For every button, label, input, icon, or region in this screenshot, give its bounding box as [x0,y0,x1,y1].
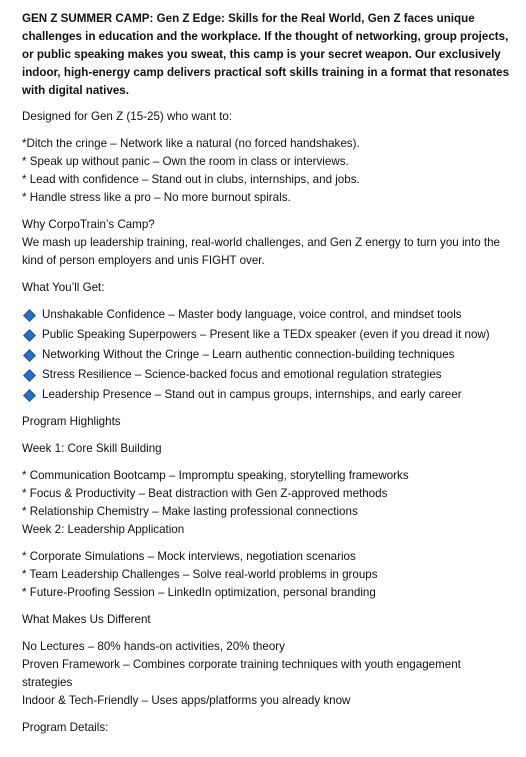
list-item: No Lectures – 80% hands-on activities, 20% theory [22,640,285,653]
different-list [22,638,512,710]
list-item-label: Leadership Presence – Stand out in campus groups, internships, and early career [42,388,462,401]
different-heading: What Makes Us Different [22,613,151,626]
wants-list [22,135,512,207]
list-item: * Focus & Productivity – Beat distraction with Gen Z-approved methods [22,487,388,500]
list-item-label: Stress Resilience – Science-backed focus and emotional regulation strategies [42,368,442,381]
get-heading: What You’ll Get: [22,281,105,294]
get-list [22,305,512,405]
intro-paragraph: GEN Z SUMMER CAMP: Gen Z Edge: Skills for the Real World, Gen Z faces unique challenges in education and the workplace. If the thought of networking, group projects, or public speaking makes you sweat, this camp is your secret weapon. Our exclusively indoor, high-energy camp delivers practical soft skills training in a format that resonates with digital natives. [22,12,510,97]
list-item [22,305,512,325]
list-item: * Team Leadership Challenges – Solve real-world problems in groups [22,568,378,581]
week1-list [22,467,512,521]
blue-diamond-icon [23,309,36,322]
list-item [22,385,512,405]
list-item-label: Public Speaking Superpowers – Present like a TEDx speaker (even if you dread it now) [42,328,490,341]
why-text: We mash up leadership training, real-world challenges, and Gen Z energy to turn you into the kind of person employers and unis FIGHT over. [22,236,500,267]
list-item [22,345,512,365]
blue-diamond-icon [23,369,36,382]
why-heading: Why CorpoTrain’s Camp? [22,218,155,231]
list-item: * Future-Proofing Session – LinkedIn optimization, personal branding [22,586,376,599]
list-item: Indoor & Tech-Friendly – Uses apps/platforms you already know [22,694,351,707]
list-item [22,325,512,345]
blue-diamond-icon [23,349,36,362]
list-item: * Speak up without panic – Own the room in class or interviews. [22,155,349,168]
list-item-label: Networking Without the Cringe – Learn authentic connection-building techniques [42,348,455,361]
list-item [22,365,512,385]
highlights-heading: Program Highlights [22,415,121,428]
list-item: *Ditch the cringe – Network like a natural (no forced handshakes). [22,137,360,150]
blue-diamond-icon [23,389,36,402]
list-item: * Corporate Simulations – Mock interviews, negotiation scenarios [22,550,356,563]
designed-for-text: Designed for Gen Z (15-25) who want to: [22,110,233,123]
details-heading: Program Details: [22,721,109,734]
list-item: * Lead with confidence – Stand out in clubs, internships, and jobs. [22,173,360,186]
list-item: * Communication Bootcamp – Impromptu speaking, storytelling frameworks [22,469,409,482]
list-item: * Relationship Chemistry – Make lasting professional connections [22,505,358,518]
list-item-label: Unshakable Confidence – Master body language, voice control, and mindset tools [42,308,462,321]
list-item: Proven Framework – Combines corporate training techniques with youth engagement strategies [22,658,461,689]
list-item: * Handle stress like a pro – No more burnout spirals. [22,191,291,204]
week2-heading: Week 2: Leadership Application [22,523,185,536]
week1-heading: Week 1: Core Skill Building [22,442,162,455]
blue-diamond-icon [23,329,36,342]
week2-list [22,548,512,602]
